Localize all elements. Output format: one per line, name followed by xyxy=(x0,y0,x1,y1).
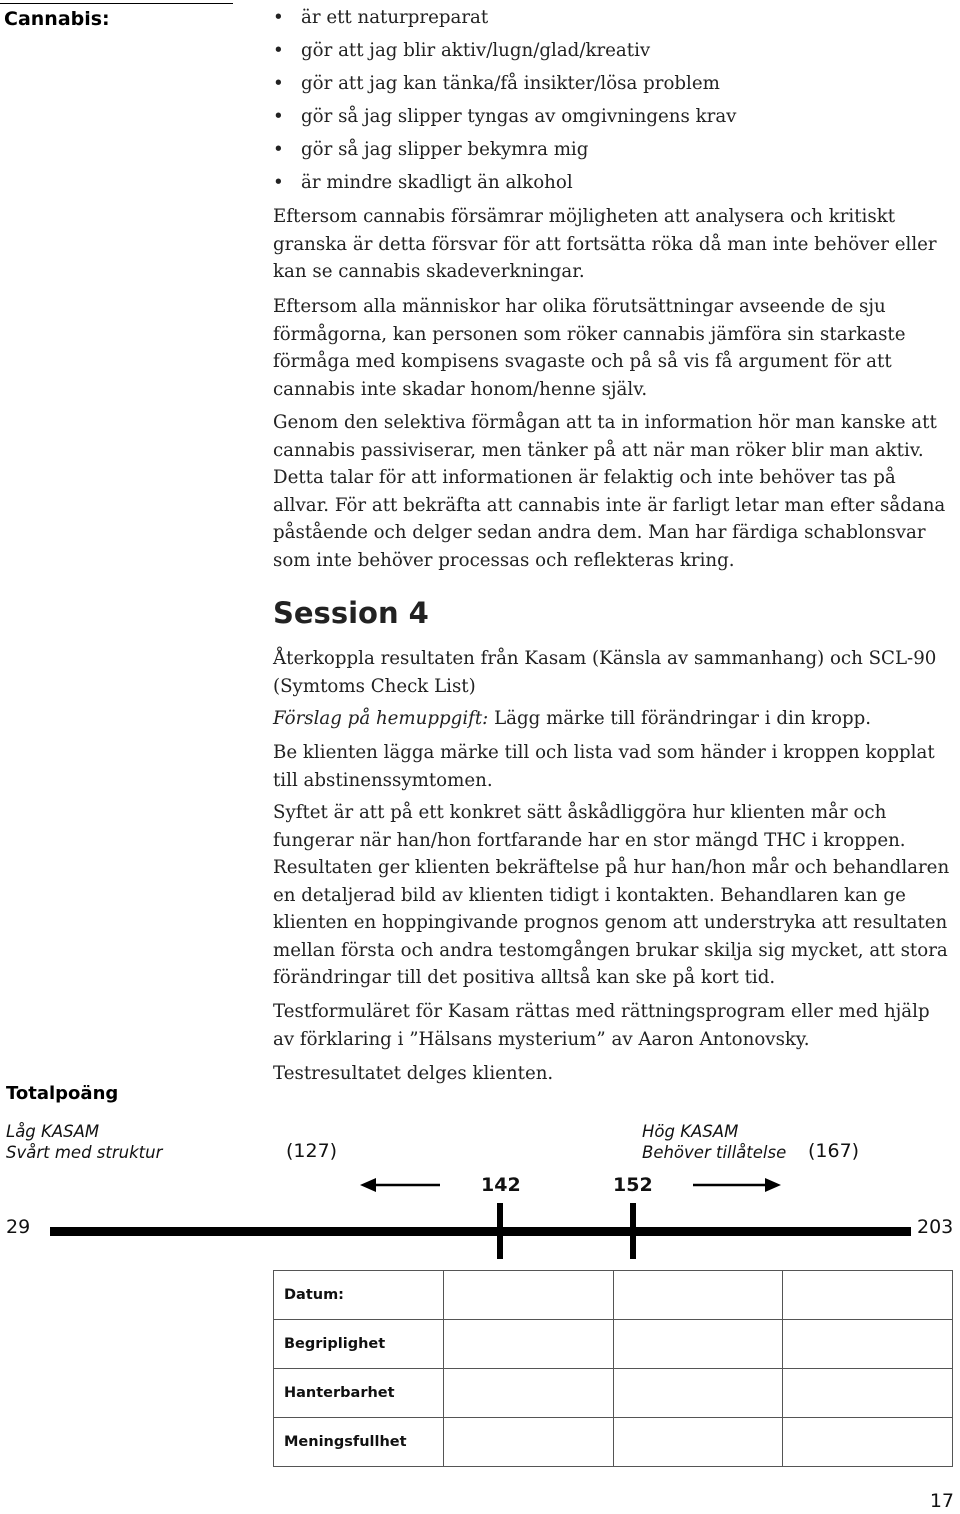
session-paragraph-instruction: Be klienten lägga märke till och lista vad som händer i kroppen kopplat till abstinenssymtomen. xyxy=(273,742,935,791)
table-row xyxy=(274,1418,953,1467)
high-kasam-reference: (167) xyxy=(808,1140,860,1162)
table-row xyxy=(274,1369,953,1418)
table-cell[interactable] xyxy=(613,1369,783,1418)
list-item: • är mindre skadligt än alkohol xyxy=(273,169,953,202)
session-paragraph-purpose: Syftet är att på ett konkret sätt åskådliggöra hur klienten mår och fungerar när han/hon fortfarande har en stor mängd THC i kroppen. Resultaten ger klienten bekräftelse på hur han/hon mår och behandlaren en detaljerad bild av klienten tidigt i kontakten. Behandlaren kan ge klienten en hoppingivande prognos genom att understryka att resultaten mellan första och andra testomgången brukar skilja sig mycket, att stora förändringar till det positiva alltså kan ske på kort tid. xyxy=(273,802,950,988)
session-paragraph-scoring: Testformuläret för Kasam rättas med rättningsprogram eller med hjälp av förklaring i ”Hälsans mysterium” av Aaron Antonovsky. xyxy=(273,1001,930,1050)
session-title: Session 4 xyxy=(273,596,429,630)
table-cell[interactable] xyxy=(444,1418,614,1467)
table-row xyxy=(274,1271,953,1320)
section-label: Cannabis: xyxy=(4,8,110,30)
score-tick-152 xyxy=(630,1203,636,1259)
row-label-comprehensibility: Begriplighet xyxy=(274,1320,444,1369)
scale-min-label: 29 xyxy=(6,1216,31,1238)
list-item: • gör att jag kan tänka/få insikter/lösa problem xyxy=(273,70,953,103)
table-cell[interactable] xyxy=(783,1320,953,1369)
low-kasam-subtitle: Svårt med struktur xyxy=(6,1143,163,1162)
homework-text: Lägg märke till förändringar i din kropp. xyxy=(488,708,872,729)
page-number: 17 xyxy=(929,1490,954,1512)
list-item: • gör så jag slipper tyngas av omgivningens krav xyxy=(273,103,953,136)
table-cell[interactable] xyxy=(444,1271,614,1320)
table-cell[interactable] xyxy=(613,1271,783,1320)
table-cell[interactable] xyxy=(783,1271,953,1320)
arrow-left-icon xyxy=(360,1174,440,1196)
table-cell[interactable] xyxy=(444,1320,614,1369)
low-kasam-label xyxy=(6,1121,162,1163)
row-label-meaningfulness: Meningsfullhet xyxy=(274,1418,444,1467)
tick-label-152: 152 xyxy=(613,1174,653,1196)
score-scale-bar xyxy=(50,1227,911,1236)
score-tick-142 xyxy=(497,1203,503,1259)
high-kasam-title: Hög KASAM xyxy=(642,1122,739,1141)
low-kasam-reference: (127) xyxy=(286,1140,338,1162)
session-paragraph-result: Testresultatet delges klienten. xyxy=(273,1063,554,1084)
table-row xyxy=(274,1320,953,1369)
paragraph-abilities: Eftersom alla människor har olika förutsättningar avseende de sju förmågorna, kan personen som röker cannabis jämföra sin starkaste förmåga med kompisens svagaste och på så vis få argument för att cannabis inte skadar honom/henne själv. xyxy=(273,296,906,400)
table-cell[interactable] xyxy=(613,1320,783,1369)
top-rule xyxy=(0,3,233,4)
cannabis-bullet-list xyxy=(273,4,953,202)
list-item: • är ett naturpreparat xyxy=(273,4,953,37)
scale-max-label: 203 xyxy=(917,1216,954,1238)
tick-label-142: 142 xyxy=(481,1174,521,1196)
row-label-date: Datum: xyxy=(274,1271,444,1320)
paragraph-analysis: Eftersom cannabis försämrar möjligheten att analysera och kritiskt granska är detta försvar för att fortsätta röka då man inte behöver eller kan se cannabis skadeverkningar. xyxy=(273,206,937,282)
arrow-right-icon xyxy=(693,1174,781,1196)
homework-lead: Förslag på hemuppgift: xyxy=(273,708,489,729)
session-paragraph-feedback: Återkoppla resultaten från Kasam (Känsla av sammanhang) och SCL-90 (Symtoms Check List) xyxy=(273,648,937,697)
session-paragraph-homework xyxy=(273,705,955,733)
table-cell[interactable] xyxy=(783,1418,953,1467)
low-kasam-title: Låg KASAM xyxy=(6,1122,100,1141)
table-cell[interactable] xyxy=(613,1418,783,1467)
high-kasam-label xyxy=(642,1121,786,1163)
result-table xyxy=(273,1270,953,1467)
total-score-label: Totalpoäng xyxy=(6,1083,119,1104)
list-item: • gör att jag blir aktiv/lugn/glad/kreativ xyxy=(273,37,953,70)
list-item: • gör så jag slipper bekymra mig xyxy=(273,136,953,169)
high-kasam-subtitle: Behöver tillåtelse xyxy=(642,1143,787,1162)
table-cell[interactable] xyxy=(444,1369,614,1418)
row-label-manageability: Hanterbarhet xyxy=(274,1369,444,1418)
paragraph-selective: Genom den selektiva förmågan att ta in information hör man kanske att cannabis passiviserar, men tänker på att när man röker blir man aktiv. Detta talar för att informationen är felaktig och inte behöver tas på allvar. För att bekräfta att cannabis inte är farligt letar man efter sådana påstående och delger sedan andra dem. Man har färdiga schablonsvar som inte behöver processas och reflekteras kring. xyxy=(273,412,946,571)
table-cell[interactable] xyxy=(783,1369,953,1418)
